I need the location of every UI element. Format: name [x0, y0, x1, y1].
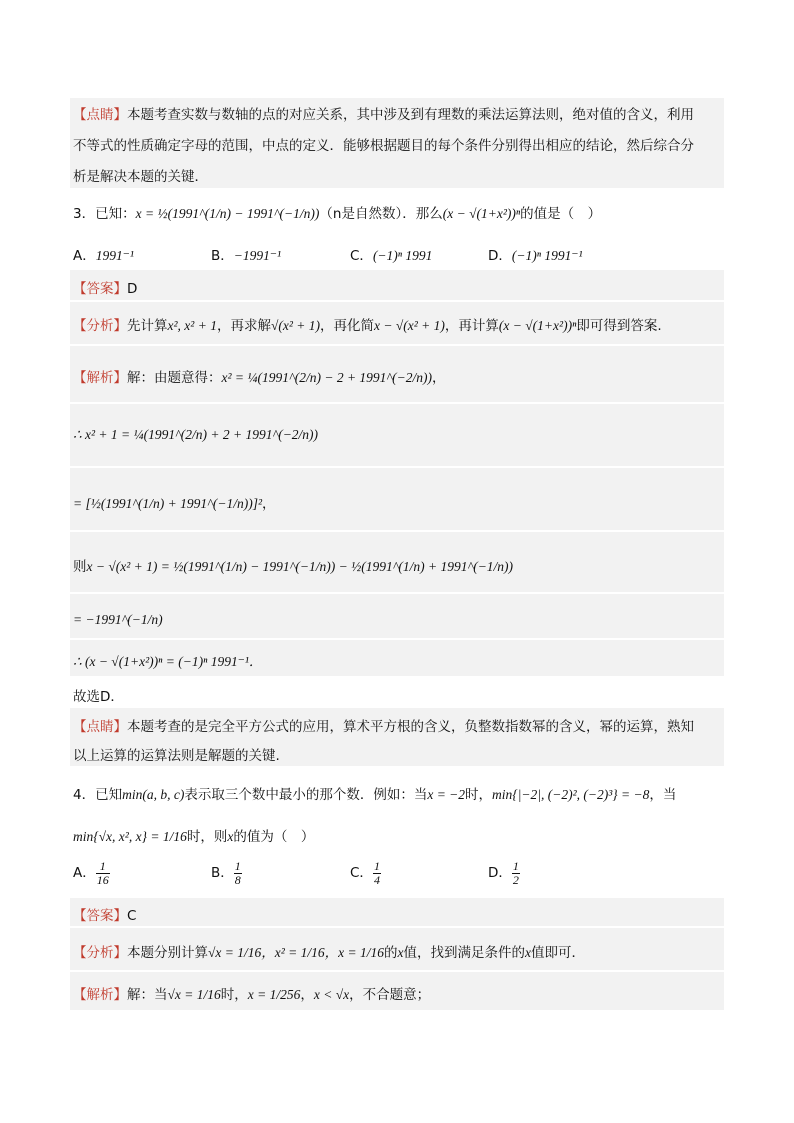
q4-analysis: 【分析】本题分别计算√x = 1/16，x² = 1/16，x = 1/16的x值，找到满足条件的x值即可．: [73, 945, 586, 961]
q3-solution-line-3: = [½(1991^(1/n) + 1991^(−1/n))]²，: [73, 496, 276, 512]
q4-option-a: A． $\frac{1}{16}$: [73, 859, 109, 888]
q3-answer-block: [70, 270, 724, 300]
q3-dianjing-line-2: 以上运算的运算法则是解题的关键.: [73, 748, 280, 764]
q3-option-a: A．1991⁻¹: [73, 248, 134, 264]
q3-solution-shade-5: [70, 594, 724, 638]
q3-solution-line-5: = −1991^(−1/n): [73, 612, 163, 627]
q4-answer-block: [70, 898, 724, 926]
tag-dianjing: 【点睛】: [73, 107, 127, 123]
q3-analysis: 【分析】先计算x², x² + 1，再求解√(x² + 1)，再化简x − √(x² + 1)，再计算(x − √(1+x²))ⁿ即可得到答案.: [73, 318, 662, 334]
q3-answer: 【答案】D: [73, 281, 138, 297]
q4-stem-line-1: 4．已知min(a, b, c)表示取三个数中最小的那个数．例如：当x = −2时，min{|−2|, (−2)², (−2)³} = −8，当: [73, 787, 677, 803]
q3-solution-line-6: ∴ (x − √(1+x²))ⁿ = (−1)ⁿ 1991⁻¹．: [73, 654, 263, 669]
q3-solution-line-4: 则x − √(x² + 1) = ½(1991^(1/n) − 1991^(−1/n)) − ½(1991^(1/n) + 1991^(−1/n)): [73, 559, 514, 575]
q3-solution-line-2: ∴ x² + 1 = ¼(1991^(2/n) + 2 + 1991^(−2/n)): [73, 427, 319, 442]
dianjing-line-2: 不等式的性质确定字母的范围，中点的定义．能够根据题目的每个条件分别得出相应的结论，然后综合分: [73, 138, 694, 154]
q3-solution-line-7: 故选D．: [73, 689, 124, 705]
q4-answer: 【答案】C: [73, 908, 137, 924]
q4-option-d: D． $\frac{1}{2}$: [488, 859, 519, 888]
q3-option-d: D．(−1)ⁿ 1991⁻¹: [488, 248, 583, 264]
q3-stem-equation: x = ½(1991^(1/n) − 1991^(−1/n)): [135, 206, 320, 221]
q4-solution-line-1: 【解析】解：当√x = 1/16时，x = 1/256，x < √x，不合题意；: [73, 987, 431, 1003]
q4-option-b: B． $\frac{1}{8}$: [211, 859, 241, 888]
q3-stem-expression: (x − √(1+x²))ⁿ: [442, 206, 521, 221]
dianjing-line-3: 析是解决本题的关键．: [73, 169, 208, 185]
q3-dianjing-line-1: 【点睛】本题考查的是完全平方公式的应用，算术平方根的含义，负整数指数幂的含义，幂的运算，熟知: [73, 719, 694, 735]
q3-solution-line-1: 【解析】解：由题意得：x² = ¼(1991^(2/n) − 2 + 1991^(−2/n))，: [73, 370, 446, 386]
q3-option-b: B．−1991⁻¹: [211, 248, 282, 264]
q4-stem-line-2: min{√x, x², x} = 1/16时，则x的值为（ ）: [73, 829, 315, 845]
q3-stem: 3．已知：x = ½(1991^(1/n) − 1991^(−1/n))（n是自然数）．那么(x − √(1+x²))ⁿ的值是（ ）: [73, 206, 602, 222]
dianjing-line-1: 【点睛】本题考查实数与数轴的点的对应关系，其中涉及到有理数的乘法运算法则，绝对值的含义，利用: [73, 107, 694, 123]
q4-option-c: C． $\frac{1}{4}$: [350, 859, 380, 888]
q3-option-c: C．(−1)ⁿ 1991: [350, 248, 433, 264]
